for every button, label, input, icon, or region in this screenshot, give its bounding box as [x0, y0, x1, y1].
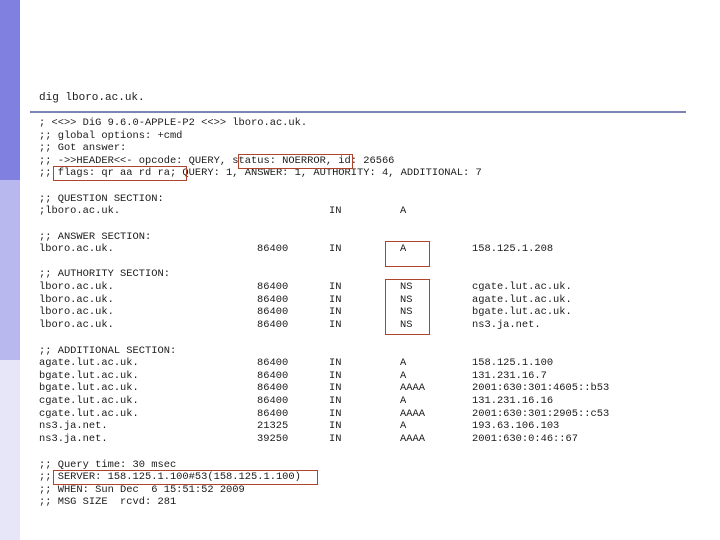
record-class: IN: [329, 433, 342, 445]
record-name: cgate.lut.ac.uk.: [39, 395, 139, 407]
record-data: 131.231.16.16: [472, 395, 554, 407]
record-name: ns3.ja.net.: [39, 420, 108, 432]
record-ttl: 86400: [257, 408, 289, 420]
record-class: IN: [329, 370, 342, 382]
record-data: 2001:630:301:2905::c53: [472, 408, 610, 420]
record-ttl: 86400: [257, 395, 289, 407]
record-data: bgate.lut.ac.uk.: [472, 306, 572, 318]
additional-section-header: ;; ADDITIONAL SECTION:: [39, 345, 177, 357]
record-ttl: 86400: [257, 306, 289, 318]
sidebar-band-dark: [0, 0, 20, 180]
record-name: lboro.ac.uk.: [39, 319, 114, 331]
question-type: A: [400, 205, 407, 217]
record-class: IN: [329, 420, 342, 432]
preamble-line: ; <<>> DiG 9.6.0-APPLE-P2 <<>> lboro.ac.uk.: [39, 117, 308, 129]
record-class: IN: [329, 306, 342, 318]
record-data: cgate.lut.ac.uk.: [472, 281, 572, 293]
record-class: IN: [329, 294, 342, 306]
record-type: AAAA: [400, 433, 425, 445]
record-ttl: 86400: [257, 294, 289, 306]
record-ttl: 86400: [257, 357, 289, 369]
record-type: A: [400, 243, 407, 255]
record-ttl: 86400: [257, 281, 289, 293]
record-data: 158.125.1.208: [472, 243, 554, 255]
question-section-header: ;; QUESTION SECTION:: [39, 193, 164, 205]
preamble-line: ;; ->>HEADER<<- opcode: QUERY, status: NOERROR, id: 26566: [39, 155, 395, 167]
record-type: AAAA: [400, 408, 425, 420]
record-data: agate.lut.ac.uk.: [472, 294, 572, 306]
record-class: IN: [329, 382, 342, 394]
record-name: lboro.ac.uk.: [39, 306, 114, 318]
record-data: 193.63.106.103: [472, 420, 560, 432]
record-name: lboro.ac.uk.: [39, 243, 114, 255]
authority-section-header: ;; AUTHORITY SECTION:: [39, 268, 170, 280]
record-row: [39, 281, 659, 294]
record-row: [39, 357, 679, 370]
preamble-line: ;; flags: qr aa rd ra; QUERY: 1, ANSWER: 1, AUTHORITY: 4, ADDITIONAL: 7: [39, 167, 482, 179]
record-data: 131.231.16.7: [472, 370, 547, 382]
slide-title: dig lboro.ac.uk.: [39, 92, 145, 104]
record-data: 2001:630:0:46::67: [472, 433, 579, 445]
sidebar-band-light: [0, 360, 20, 540]
record-type: A: [400, 357, 407, 369]
footer-line: ;; Query time: 30 msec: [39, 459, 177, 471]
record-data: ns3.ja.net.: [472, 319, 541, 331]
record-row: [39, 395, 679, 408]
record-type: NS: [400, 281, 413, 293]
sidebar-gradient: [0, 0, 20, 540]
ns-type-highlight-box: [385, 279, 430, 335]
record-type: AAAA: [400, 382, 425, 394]
record-name: lboro.ac.uk.: [39, 281, 114, 293]
question-class: IN: [329, 205, 342, 217]
record-class: IN: [329, 408, 342, 420]
record-data: 158.125.1.100: [472, 357, 554, 369]
record-name: bgate.lut.ac.uk.: [39, 382, 139, 394]
status-highlight-box: [238, 154, 353, 169]
record-row: [39, 433, 679, 446]
sidebar-band-mid: [0, 180, 20, 360]
record-type: NS: [400, 306, 413, 318]
record-data: 2001:630:301:4605::b53: [472, 382, 610, 394]
record-name: cgate.lut.ac.uk.: [39, 408, 139, 420]
record-row: [39, 420, 679, 433]
footer-line: ;; SERVER: 158.125.1.100#53(158.125.1.100): [39, 471, 301, 483]
question-row: [39, 205, 639, 218]
record-type: A: [400, 420, 407, 432]
record-class: IN: [329, 319, 342, 331]
title-divider: [30, 111, 686, 113]
record-ttl: 86400: [257, 370, 289, 382]
record-ttl: 86400: [257, 382, 289, 394]
record-type: A: [400, 370, 407, 382]
server-highlight-box: [53, 470, 318, 485]
record-name: agate.lut.ac.uk.: [39, 357, 139, 369]
answer-section-header: ;; ANSWER SECTION:: [39, 231, 152, 243]
flags-highlight-box: [53, 166, 187, 181]
question-name: ;lboro.ac.uk.: [39, 205, 121, 217]
record-type: NS: [400, 294, 413, 306]
record-name: bgate.lut.ac.uk.: [39, 370, 139, 382]
record-ttl: 39250: [257, 433, 289, 445]
record-class: IN: [329, 243, 342, 255]
record-class: IN: [329, 357, 342, 369]
preamble-line: ;; Got answer:: [39, 142, 127, 154]
record-row: [39, 382, 679, 395]
record-class: IN: [329, 395, 342, 407]
record-ttl: 86400: [257, 243, 289, 255]
answer-type-highlight-box: [385, 241, 430, 267]
record-row: [39, 306, 659, 319]
record-row: [39, 243, 659, 256]
record-row: [39, 319, 659, 332]
record-class: IN: [329, 281, 342, 293]
record-name: lboro.ac.uk.: [39, 294, 114, 306]
record-name: ns3.ja.net.: [39, 433, 108, 445]
preamble-line: ;; global options: +cmd: [39, 130, 183, 142]
record-ttl: 86400: [257, 319, 289, 331]
footer-line: ;; WHEN: Sun Dec 6 15:51:52 2009: [39, 484, 245, 496]
record-type: NS: [400, 319, 413, 331]
footer-line: ;; MSG SIZE rcvd: 281: [39, 496, 177, 508]
record-type: A: [400, 395, 407, 407]
record-ttl: 21325: [257, 420, 289, 432]
